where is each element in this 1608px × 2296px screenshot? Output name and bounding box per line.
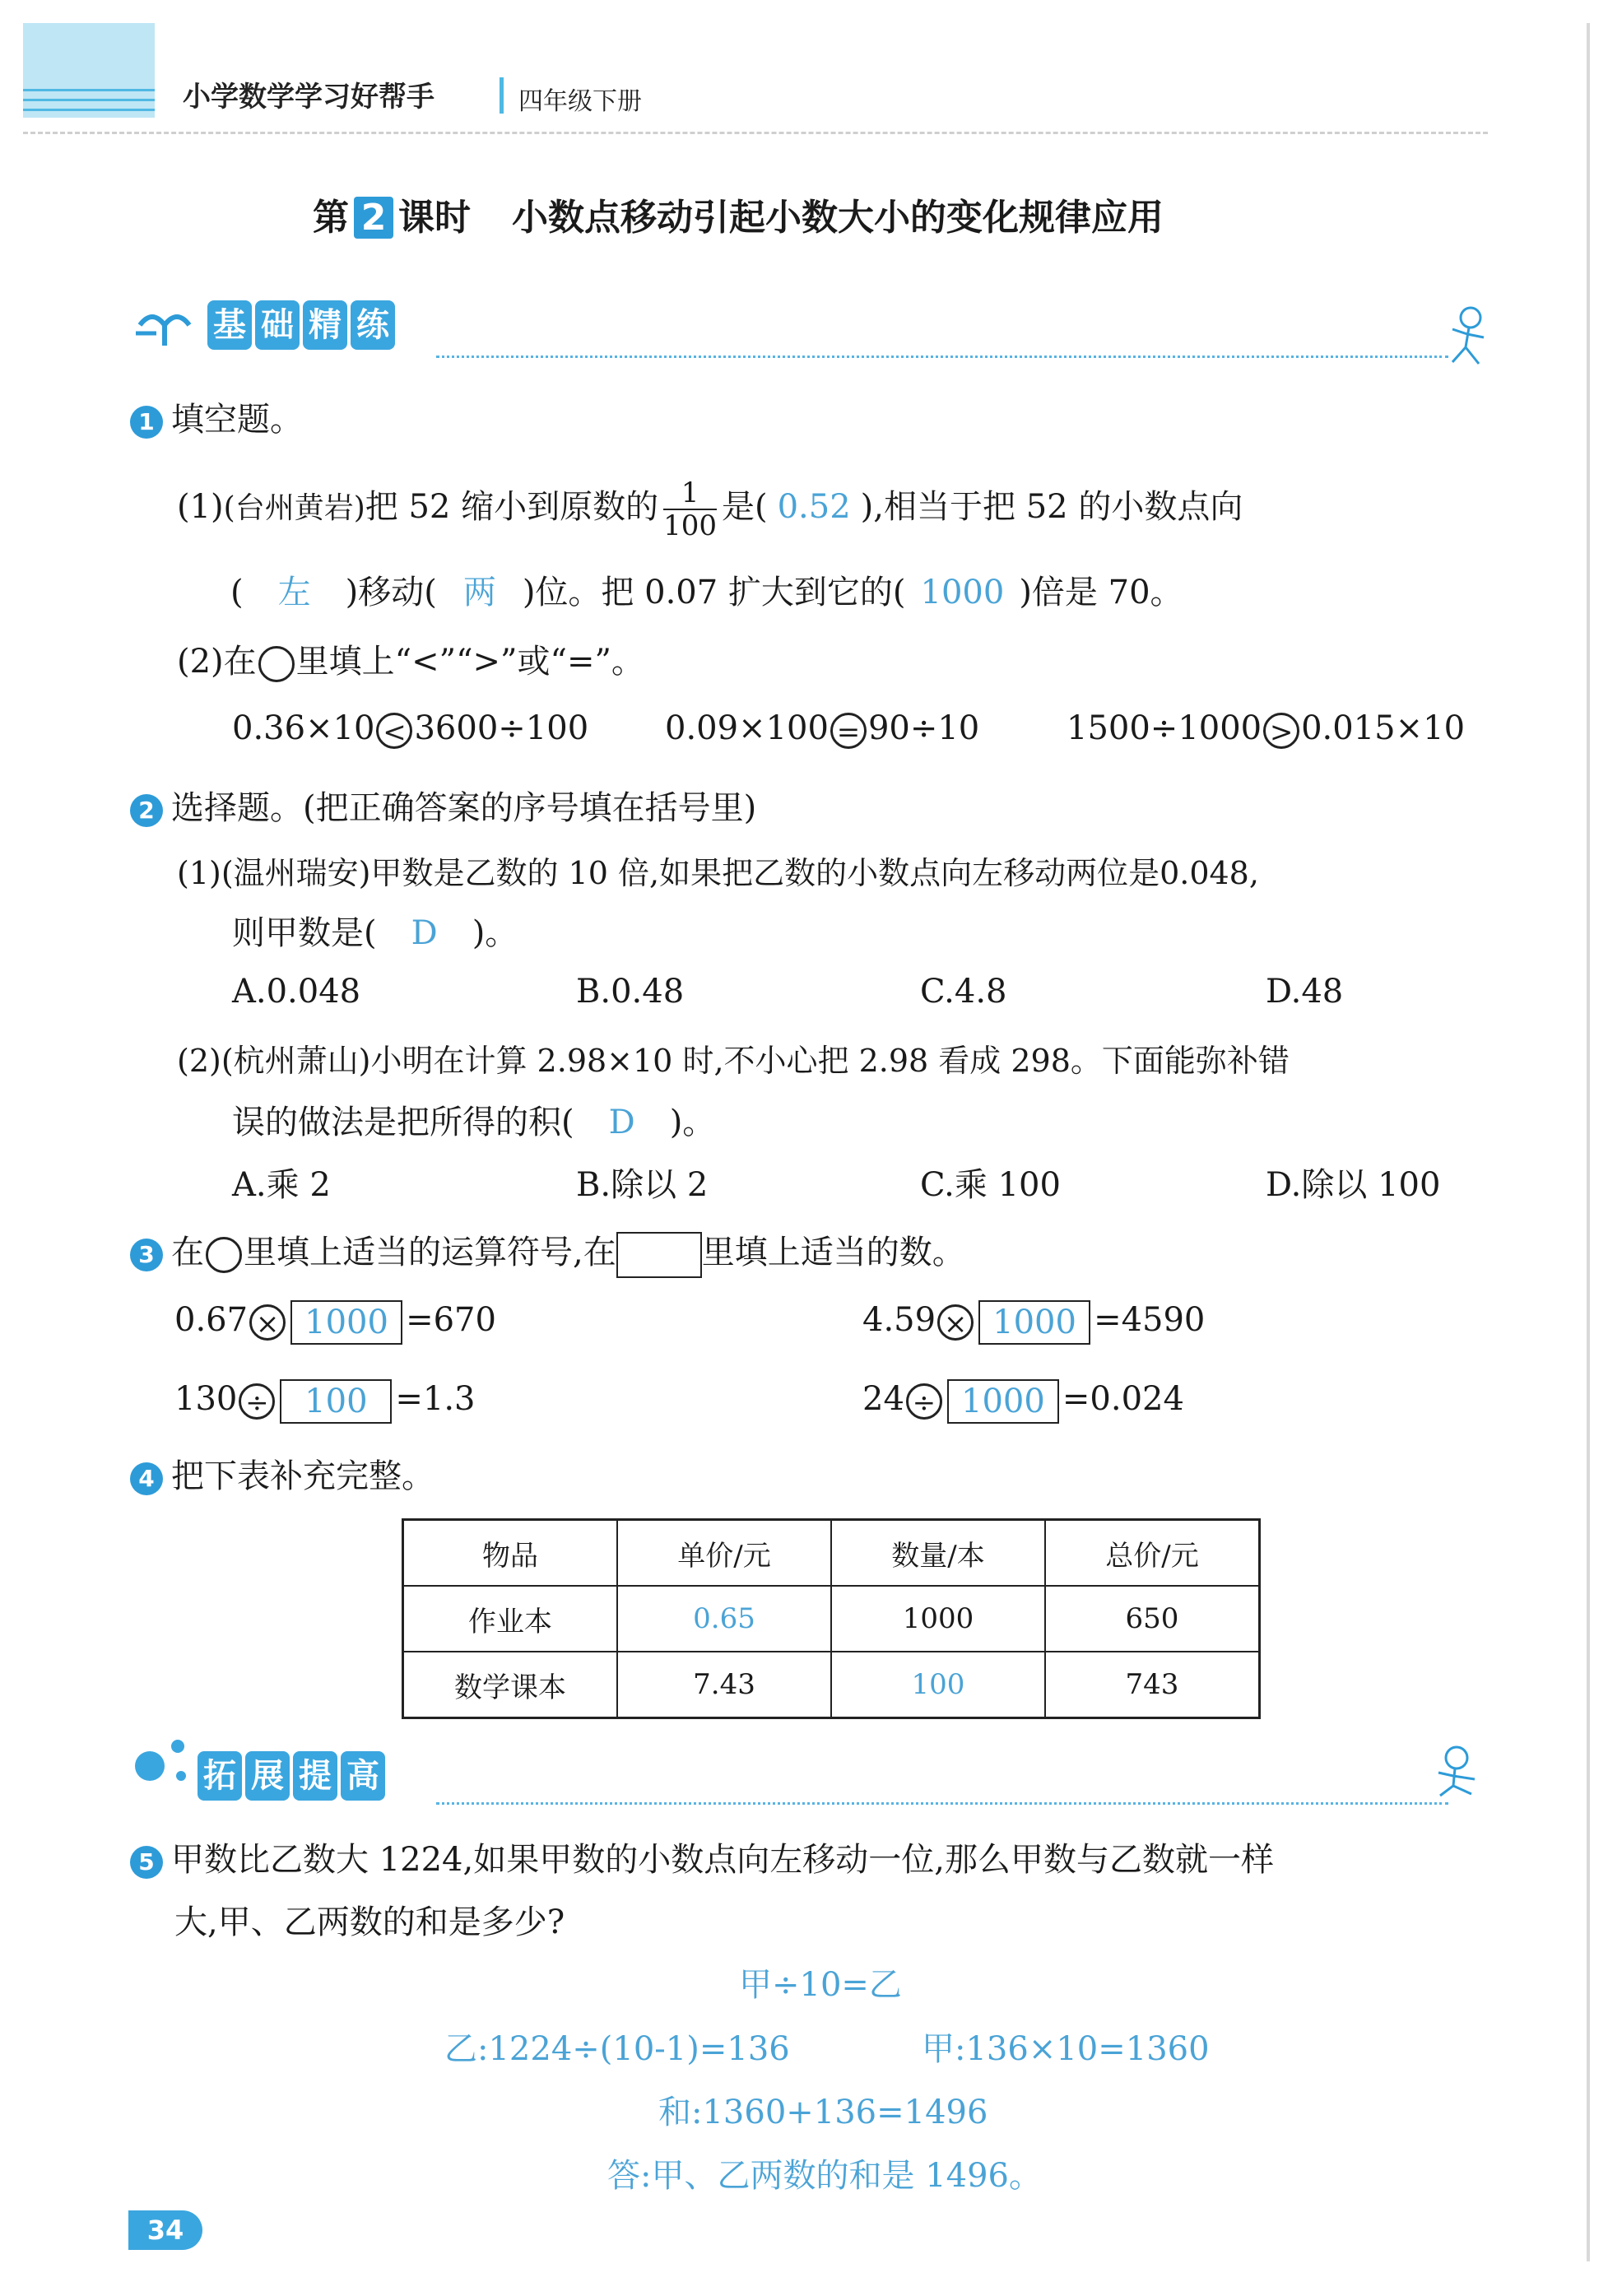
solution-step-2a: 乙:1224÷(10-1)=136: [444, 2030, 790, 2068]
section-banner-extend: [198, 1751, 388, 1801]
answer-d: D: [608, 1104, 635, 1141]
header-stripe: [23, 99, 155, 101]
table-cell: 743: [1045, 1652, 1260, 1718]
compare-operator: >: [1263, 713, 1299, 749]
fraction: [663, 477, 717, 541]
blank-circle-icon: [206, 1237, 242, 1273]
lesson-title: [313, 188, 1164, 240]
text: )倍是 70。: [1019, 574, 1183, 611]
compare-item-3: [1067, 709, 1465, 749]
banner-char: 展: [245, 1751, 290, 1801]
table-header: 物品: [403, 1520, 618, 1587]
q1-part2-instruction: [177, 635, 644, 682]
solution-step-1: 甲÷10=乙: [739, 1966, 902, 2004]
compare-right: 90÷10: [867, 709, 980, 747]
text: 则甲数是(: [232, 914, 377, 952]
banner-char: 提: [293, 1751, 337, 1801]
q5-line2: 大,甲、乙两数的和是多少?: [174, 1903, 565, 1941]
answer-0-52: 0.52: [777, 488, 851, 526]
table-cell: 作业本: [403, 1586, 618, 1652]
operand: 0.67: [174, 1301, 249, 1339]
header-decoration: [23, 23, 155, 118]
q2-part2-line1: (2)(杭州萧山)小明在计算 2.98×10 时,不小心把 2.98 看成 298。下面能弥补错: [177, 1043, 1290, 1079]
q2-part1-option: C.4.8: [920, 973, 1007, 1011]
solution-step-3: 和:1360+136=1496: [658, 2094, 988, 2131]
part-label: (2)在: [177, 643, 257, 681]
q2-part2-option: B.除以 2: [576, 1166, 709, 1204]
banner-char: 础: [255, 300, 300, 350]
page-edge-rule: [1587, 23, 1590, 2261]
sprout-icon: [132, 300, 198, 353]
q4-heading: [130, 1450, 435, 1497]
answer-d: D: [411, 914, 438, 952]
operand: 4.59: [862, 1301, 936, 1339]
banner-char: 拓: [198, 1751, 242, 1801]
operator-circle: ×: [249, 1304, 286, 1341]
operator-circle: ÷: [239, 1383, 275, 1420]
answer-left: 左: [277, 574, 311, 611]
grade-label: 四年级下册: [518, 87, 642, 116]
compare-item-1: [232, 709, 588, 749]
text: 误的做法是把所得的积(: [232, 1104, 574, 1141]
answer-box: 1000: [947, 1379, 1059, 1424]
table-row: [403, 1586, 1260, 1652]
q2-part2-line2: [232, 1096, 715, 1143]
text: 在: [171, 1234, 204, 1271]
table-header: 总价/元: [1045, 1520, 1260, 1587]
q2-part2-option: A.乘 2: [232, 1166, 331, 1204]
header-stripe: [23, 89, 155, 91]
table-cell-answer: 100: [831, 1652, 1045, 1718]
compare-operator: =: [830, 713, 867, 749]
table-cell: 1000: [831, 1586, 1045, 1652]
section-banner-basic: [207, 300, 398, 350]
operator-circle: ×: [937, 1304, 974, 1341]
price-table: [402, 1518, 1261, 1719]
q5-number: 5: [130, 1846, 163, 1879]
operand: 24: [862, 1380, 904, 1418]
blank-circle-icon: [258, 646, 295, 682]
q2-part2-option: D.除以 100: [1266, 1166, 1441, 1204]
text: 把 52 缩小到原数的: [365, 488, 659, 526]
banner-char: 精: [303, 300, 347, 350]
q1-title: 填空题。: [171, 401, 303, 439]
compare-right: 3600÷100: [414, 709, 589, 747]
compare-left: 1500÷1000: [1067, 709, 1262, 747]
text: )。: [669, 1104, 716, 1141]
banner-char: 基: [207, 300, 252, 350]
lesson-suffix: 课时: [398, 197, 471, 239]
fraction-numerator: 1: [663, 477, 717, 510]
table-header: 单价/元: [617, 1520, 831, 1587]
page-number: 34: [128, 2210, 202, 2250]
header-divider: [500, 77, 504, 114]
q5-line1: [130, 1834, 1274, 1880]
q2-title: 选择题。(把正确答案的序号填在括号里): [171, 789, 757, 827]
compare-right: 0.015×10: [1301, 709, 1466, 747]
q3-item-2: [862, 1300, 1205, 1345]
q1-number: 1: [130, 406, 163, 439]
result: =670: [406, 1301, 496, 1339]
q2-part1-option: D.48: [1266, 973, 1344, 1011]
bubbles-icon: [132, 1735, 198, 1796]
compare-left: 0.36×10: [232, 709, 375, 747]
result: =1.3: [395, 1380, 476, 1418]
q2-part1-line2: [232, 907, 518, 954]
compare-operator: <: [376, 713, 412, 749]
result: =0.024: [1062, 1380, 1184, 1418]
table-cell-answer: 0.65: [617, 1586, 831, 1652]
table-cell: 7.43: [617, 1652, 831, 1718]
answer-box: 1000: [290, 1300, 402, 1345]
banner-char: 高: [341, 1751, 385, 1801]
q2-part2-option: C.乘 100: [920, 1166, 1061, 1204]
table-cell: 数学课本: [403, 1652, 618, 1718]
answer-box: 100: [280, 1379, 392, 1424]
q3-heading: [130, 1226, 965, 1278]
table-cell: 650: [1045, 1586, 1260, 1652]
running-figure-icon: [1424, 1743, 1489, 1812]
running-figure-icon: [1444, 304, 1494, 374]
table-row: [403, 1652, 1260, 1718]
result: =4590: [1094, 1301, 1206, 1339]
lesson-prefix: 第: [313, 197, 349, 239]
operand: 130: [174, 1380, 238, 1418]
answer-box: 1000: [978, 1300, 1090, 1345]
lesson-number: 2: [354, 197, 393, 239]
q1-heading: [130, 393, 303, 440]
q5-text: 甲数比乙数大 1224,如果甲数的小数点向左移动一位,那么甲数与乙数就一样: [171, 1841, 1274, 1879]
solution-step-2b: 甲:136×10=1360: [922, 2030, 1210, 2068]
text: 里填上“<”“>”或“=”。: [295, 643, 644, 681]
lesson-topic: 小数点移动引起小数大小的变化规律应用: [512, 197, 1164, 239]
fraction-denominator: 100: [663, 509, 717, 542]
blank-box-icon: [616, 1232, 702, 1278]
text: )。: [472, 914, 518, 952]
operator-circle: ÷: [906, 1383, 942, 1420]
header-stripe: [23, 109, 155, 111]
text: 里填上适当的数。: [701, 1234, 965, 1271]
text: )位。把 0.07 扩大到它的(: [522, 574, 906, 611]
book-title: 小学数学学习好帮手: [183, 81, 435, 114]
q2-heading: [130, 782, 756, 829]
compare-left: 0.09×100: [665, 709, 829, 747]
q2-part1-option: B.0.48: [576, 973, 685, 1011]
text: 里填上适当的运算符号,在: [244, 1234, 616, 1271]
source-note: (台州黄岩): [223, 491, 365, 525]
section-dotted-rule: [436, 1802, 1448, 1805]
q2-part1-line1: (1)(温州瑞安)甲数是乙数的 10 倍,如果把乙数的小数点向左移动两位是0.048,: [177, 855, 1259, 891]
banner-char: 练: [351, 300, 395, 350]
table-header: 数量/本: [831, 1520, 1045, 1587]
answer-1000: 1000: [920, 574, 1005, 611]
q3-number: 3: [130, 1239, 163, 1271]
header-dashed-rule: [23, 132, 1488, 134]
solution-answer: 答:甲、乙两数的和是 1496。: [607, 2157, 1042, 2195]
text: )移动(: [345, 574, 437, 611]
q3-item-1: [174, 1300, 496, 1345]
section-dotted-rule: [436, 356, 1448, 358]
text: (: [230, 574, 244, 611]
compare-item-2: [665, 709, 979, 749]
q1-part1-line2: [230, 566, 1183, 613]
q2-number: 2: [130, 794, 163, 827]
table-header-row: [403, 1520, 1260, 1587]
q4-title: 把下表补充完整。: [171, 1457, 435, 1495]
text: ),相当于把 52 的小数点向: [860, 488, 1243, 526]
part-label: (1): [177, 488, 224, 526]
q3-item-4: [862, 1379, 1184, 1424]
answer-two: 两: [462, 574, 496, 611]
q2-part1-option: A.0.048: [232, 973, 361, 1011]
q3-item-3: [174, 1379, 476, 1424]
q1-part1-line1: [177, 477, 1243, 541]
text: 是(: [722, 488, 768, 526]
q4-number: 4: [130, 1462, 163, 1495]
